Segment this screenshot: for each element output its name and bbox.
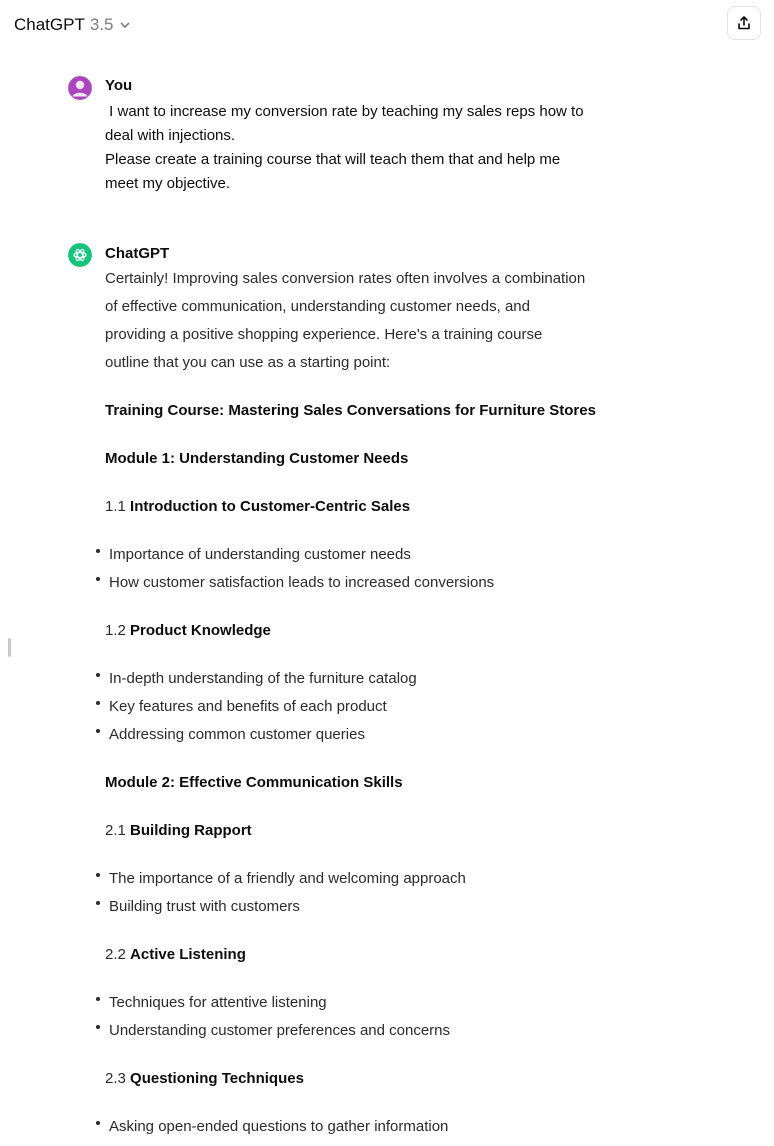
section-heading bbox=[105, 943, 246, 967]
list-item: Importance of understanding customer needs bbox=[96, 543, 411, 567]
message-author: ChatGPT bbox=[105, 245, 170, 262]
user-message bbox=[68, 76, 628, 206]
intro-paragraph bbox=[105, 265, 625, 377]
list-item: Key features and benefits of each product bbox=[96, 695, 387, 719]
section-heading bbox=[105, 819, 252, 843]
list-item: Addressing common customer queries bbox=[96, 723, 365, 747]
section-title: Questioning Techniques bbox=[130, 1070, 304, 1087]
list-item: Understanding customer preferences and concerns bbox=[96, 1019, 450, 1043]
list-item: Techniques for attentive listening bbox=[96, 991, 327, 1015]
list-item: In-depth understanding of the furniture catalog bbox=[96, 667, 417, 691]
list-item: How customer satisfaction leads to increased conversions bbox=[96, 571, 494, 595]
assistant-message bbox=[68, 243, 628, 1143]
section-number: 1.1 bbox=[105, 498, 131, 515]
list-item: The importance of a friendly and welcoming approach bbox=[96, 867, 466, 891]
share-icon bbox=[736, 15, 752, 31]
intro-line: Certainly! Improving sales conversion rates often involves a combination bbox=[105, 270, 586, 287]
chevron-down-icon bbox=[120, 20, 130, 30]
list-item: Building trust with customers bbox=[96, 895, 300, 919]
module-title: Module 1: Understanding Customer Needs bbox=[105, 450, 409, 467]
message-author: You bbox=[105, 77, 133, 94]
model-version: 3.5 bbox=[89, 15, 114, 34]
section-heading bbox=[105, 619, 271, 643]
user-line: meet my objective. bbox=[105, 175, 231, 192]
section-number: 2.3 bbox=[105, 1070, 131, 1087]
section-heading bbox=[105, 1067, 304, 1091]
module-title: Module 2: Effective Communication Skills bbox=[105, 774, 403, 791]
scroll-handle[interactable] bbox=[8, 638, 11, 657]
section-heading bbox=[105, 495, 410, 519]
intro-line: outline that you can use as a starting point: bbox=[105, 354, 391, 371]
list-item: Asking open-ended questions to gather information bbox=[96, 1115, 448, 1139]
chatgpt-logo-icon bbox=[68, 243, 92, 267]
section-number: 2.2 bbox=[105, 946, 131, 963]
section-number: 2.1 bbox=[105, 822, 131, 839]
user-line: deal with injections. bbox=[105, 127, 236, 144]
intro-line: providing a positive shopping experience. Here's a training course bbox=[105, 326, 543, 343]
intro-line: of effective communication, understanding customer needs, and bbox=[105, 298, 530, 315]
section-title: Introduction to Customer-Centric Sales bbox=[130, 498, 411, 515]
user-message-text bbox=[105, 100, 625, 196]
section-number: 1.2 bbox=[105, 622, 131, 639]
course-title: Training Course: Mastering Sales Conversations for Furniture Stores bbox=[105, 402, 596, 419]
section-title: Active Listening bbox=[130, 946, 246, 963]
top-bar bbox=[0, 0, 774, 50]
section-title: Building Rapport bbox=[130, 822, 252, 839]
model-name: ChatGPT bbox=[14, 15, 85, 34]
user-line: Please create a training course that will teach them that and help me bbox=[105, 151, 561, 168]
section-title: Product Knowledge bbox=[130, 622, 271, 639]
share-button[interactable] bbox=[727, 6, 761, 40]
model-selector[interactable] bbox=[14, 13, 130, 37]
user-avatar-icon bbox=[68, 76, 92, 100]
user-line: I want to increase my conversion rate by teaching my sales reps how to bbox=[105, 103, 584, 120]
